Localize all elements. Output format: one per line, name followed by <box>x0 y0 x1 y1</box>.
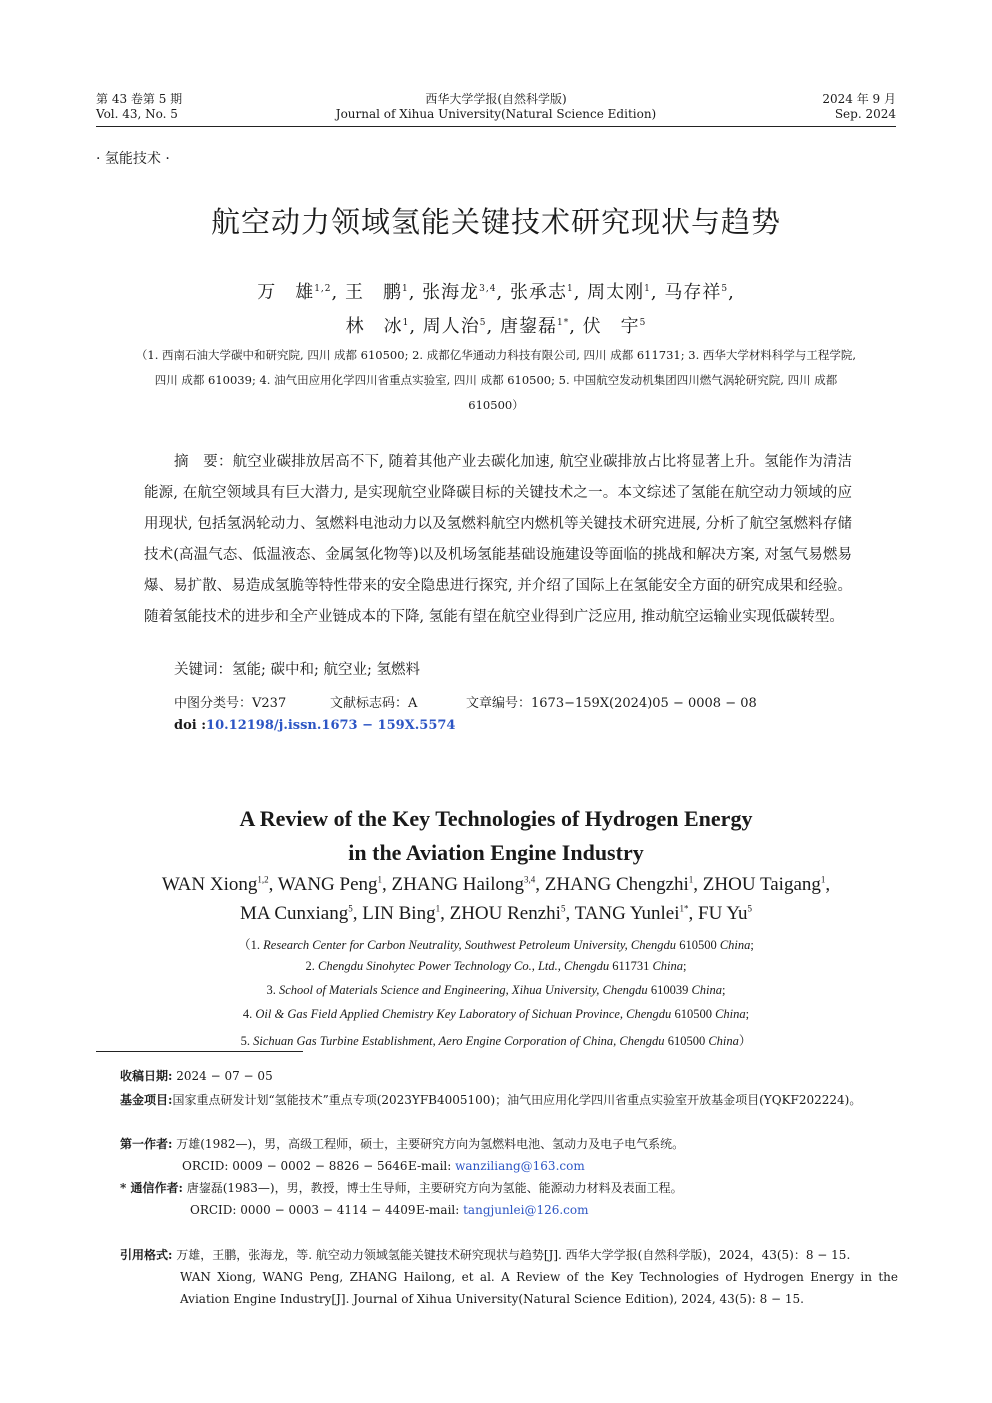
affil-country: China <box>715 1007 746 1021</box>
affil-institution: Oil & Gas Field Applied Chemistry Key Laboratory of Sichuan Province, Chengdu <box>255 1007 672 1021</box>
author-affil-sup: 1 <box>435 903 441 914</box>
author-cn: 王 鹏 <box>344 282 402 303</box>
page-title: 航空动力领域氢能关键技术研究现状与趋势 <box>210 205 781 239</box>
author-affil-sup: 1 <box>566 284 574 294</box>
author-affil-sup: 5 <box>479 318 487 328</box>
author-cn: 万 雄 <box>257 282 315 303</box>
authors-en-line-2 <box>0 903 992 925</box>
author-sep: , <box>688 903 699 924</box>
footnote-corresponding-author <box>120 1180 898 1196</box>
first-author-label: 第一作者: <box>120 1137 173 1151</box>
journal-cn: 西华大学学报(自然科学版) <box>425 92 567 106</box>
author-affil-sup: 1* <box>679 903 689 914</box>
author-cn: 林 冰 <box>345 316 403 337</box>
author-sep: , <box>565 903 575 924</box>
author-affil-sup: 1* <box>556 318 570 328</box>
author-en: ZHANG Hailong <box>391 874 524 895</box>
affil-institution: Chengdu Sinohytec Power Technology Co., Ltd., Chengdu <box>317 959 610 973</box>
author-cn: 周人治 <box>422 316 480 337</box>
author-cn: 张海龙 <box>422 282 480 303</box>
clc-label: 中图分类号： <box>174 696 253 711</box>
affil-prefix: 2. <box>305 959 318 973</box>
affiliation-en-4 <box>0 1007 992 1022</box>
first-author-email <box>408 1158 585 1174</box>
author-en: ZHOU Renzhi <box>449 903 561 924</box>
doi-link[interactable]: 10.12198/j.issn.1673 − 159X.5574 <box>206 718 456 733</box>
affil-suffix: ; <box>683 959 687 973</box>
affil-prefix: 3. <box>266 983 279 997</box>
authors-en-line-1 <box>0 874 992 896</box>
affil-country: China <box>708 1034 739 1048</box>
author-en: WANG Peng <box>277 874 378 895</box>
affiliation-en-1 <box>0 935 992 953</box>
title-en-line-1: A Review of the Key Technologies of Hydrogen Energy <box>239 806 753 831</box>
document-code <box>330 692 417 711</box>
footnote-first-author <box>120 1136 898 1152</box>
keywords <box>174 658 420 679</box>
affil-postcode: 610500 <box>671 1007 716 1021</box>
citation-label: 引用格式: <box>120 1248 173 1262</box>
citation <box>120 1244 898 1310</box>
authors-cn-line-1: 万 雄$^{1,2}$, 王 鹏$^1$, 张海龙$^{3,4}$, 张承志$^1$, 周太刚$^1$, 马存祥$^5$, <box>257 282 735 303</box>
affil-country: China <box>652 959 684 973</box>
author-affil-sup: 5 <box>639 318 647 328</box>
doc-value: A <box>408 696 418 711</box>
journal-en: Journal of Xihua University(Natural Science Edition) <box>335 107 657 121</box>
author-affil-sup: 1 <box>688 874 694 885</box>
header-rule <box>96 126 896 127</box>
corr-author-label: * 通信作者: <box>120 1181 183 1195</box>
affil-prefix: （1. <box>238 938 264 952</box>
doi-label: doi : <box>174 718 207 733</box>
author-sep: , <box>825 874 831 895</box>
affil-postcode: 610500 <box>664 1034 709 1048</box>
clc-value: V237 <box>252 696 287 711</box>
author-affil-sup: 1,2 <box>314 284 332 294</box>
affiliations-cn: （1. 西南石油大学碳中和研究院, 四川 成都 610500; 2. 成都亿华通动力科技有限公司, 四川 成都 611731; 3. 西华大学材料科学与工程学院, 四川 成都 610039; 4. 油气田应用化学四川省重点实验室, 四川 成都 610500; 5. 中国航空发动机集团四川燃气涡轮研究院, 四川 成都 610500） <box>135 348 857 412</box>
affil-suffix: ; <box>722 983 726 997</box>
email-label: E-mail: <box>416 1203 464 1217</box>
affil-prefix: 4. <box>242 1007 256 1021</box>
author-cn: 马存祥 <box>664 282 722 303</box>
volume-cn: 第 43 卷第 5 期 <box>96 92 183 106</box>
affiliation-en-5 <box>0 1031 992 1049</box>
author-en: TANG Yunlei <box>574 903 680 924</box>
author-affil-sup: 1,2 <box>257 874 269 885</box>
corr-author-orcid: ORCID: 0000 − 0003 − 4114 − 4409 <box>190 1203 416 1217</box>
author-affil-sup: 5 <box>560 903 566 914</box>
author-en: ZHANG Chengzhi <box>544 874 689 895</box>
author-affil-sup: 1 <box>401 284 409 294</box>
author-cn: 周太刚 <box>587 282 645 303</box>
keywords-label: 关键词： <box>174 662 232 678</box>
article-number <box>466 692 757 711</box>
authors-cn-line-2: 林 冰$^1$, 周人治$^5$, 唐鋆磊$^{1*}$, 伏 宇$^5$ <box>345 316 647 337</box>
footnote-rule <box>96 1051 303 1052</box>
first-author-orcid: ORCID: 0009 − 0002 − 8826 − 5646 <box>182 1159 408 1173</box>
first-author-text: 万雄(1982—)，男，高级工程师，硕士，主要研究方向为氢燃料电池、氢动力及电子电气系统。 <box>172 1137 685 1151</box>
author-affil-sup: 1 <box>377 874 383 885</box>
citation-cn: 万雄，王鹏，张海龙，等. 航空动力领域氢能关键技术研究现状与趋势[J]. 西华大学学报(自然科学版)，2024，43(5)：8 − 15. <box>172 1248 851 1262</box>
author-affil-sup: 1 <box>644 284 651 294</box>
column-label: · 氢能技术 · <box>96 151 170 167</box>
fund-label: 基金项目: <box>120 1093 173 1107</box>
author-cn: 唐鋆磊 <box>499 316 557 337</box>
author-en: WAN Xiong <box>161 874 258 895</box>
affil-suffix: ） <box>738 1034 752 1048</box>
author-en: LIN Bing <box>362 903 436 924</box>
affil-postcode: 611731 <box>609 959 653 973</box>
affil-institution: School of Materials Science and Engineering, Xihua University, Chengdu <box>279 983 648 997</box>
keywords-text: 氢能; 碳中和; 航空业; 氢燃料 <box>232 662 420 678</box>
affil-postcode: 610039 <box>647 983 692 997</box>
article-value: 1673−159X(2024)05 − 0008 − 08 <box>531 696 757 711</box>
volume-en: Vol. 43, No. 5 <box>96 107 178 121</box>
author-affil-sup: 3,4 <box>523 874 536 885</box>
author-cn: 张承志 <box>509 282 567 303</box>
affil-country: China <box>719 938 751 952</box>
corr-author-email-link[interactable]: tangjunlei@126.com <box>463 1203 589 1217</box>
fund-text: 国家重点研发计划“氢能技术”重点专项(2023YFB4005100)；油气田应用化学四川省重点实验室开放基金项目(YQKF202224)。 <box>172 1093 862 1107</box>
affil-suffix: ; <box>745 1007 750 1021</box>
affil-institution: Research Center for Carbon Neutrality, Southwest Petroleum University, Chengdu <box>263 938 677 952</box>
author-sep: , <box>268 874 278 895</box>
abstract-label: 摘 要： <box>174 454 233 470</box>
author-affil-sup: 3,4 <box>479 284 497 294</box>
affil-country: China <box>691 983 722 997</box>
title-en-line-2: in the Aviation Engine Industry <box>348 840 644 865</box>
received-label: 收稿日期: <box>120 1069 173 1083</box>
footnote-received <box>120 1068 273 1084</box>
author-sep: , <box>693 874 703 895</box>
clc-number <box>174 692 286 711</box>
affiliation-en-3 <box>0 983 992 998</box>
author-sep: , <box>535 874 545 895</box>
author-cn: 伏 宇 <box>582 316 640 337</box>
abstract-text: 航空业碳排放居高不下, 随着其他产业去碳化加速, 航空业碳排放占比将显著上升。氢能作为清洁能源, 在航空领域具有巨大潜力, 是实现航空业降碳目标的关键技术之一。本文综述了氢能在航空动力领域的应用现状, 包括氢涡轮动力、氢燃料电池动力以及氢燃料航空内燃机等关键技术研究进展, 分析了航空氢燃料存储技术(高温气态、低温液态、金属氢化物等)以及机场氢能基础设施建设等面临的挑战和解决方案, 对氢气易燃易爆、易扩散、易造成氢脆等特性带来的安全隐患进行探究, 并介绍了国际上在氢能安全方面的研究成果和经验。随着氢能技术的进步和全产业链成本的下降, 氢能有望在航空业得到广泛应用, 推动航空运输业实现低碳转型。 <box>144 454 853 625</box>
author-affil-sup: 5 <box>348 903 353 914</box>
affil-postcode: 610500 <box>676 938 720 952</box>
author-sep: , <box>382 874 392 895</box>
author-en: ZHOU Taigang <box>702 874 821 895</box>
author-affil-sup: 5 <box>721 284 729 294</box>
first-author-email-link[interactable]: wanziliang@163.com <box>455 1159 585 1173</box>
author-en: FU Yu <box>698 903 748 924</box>
footnote-fund <box>120 1090 898 1111</box>
affil-prefix: 5. <box>240 1034 254 1048</box>
affil-institution: Sichuan Gas Turbine Establishment, Aero Engine Corporation of China, Chengdu <box>253 1034 665 1048</box>
author-affil-sup: 5 <box>747 903 752 914</box>
abstract-cn <box>144 447 852 633</box>
doc-label: 文献标志码： <box>330 696 409 711</box>
issue-date <box>822 92 896 122</box>
author-sep: , <box>440 903 450 924</box>
email-label: E-mail: <box>408 1159 456 1173</box>
date-en: Sep. 2024 <box>834 107 896 121</box>
doi <box>174 718 455 733</box>
corr-author-email <box>416 1202 589 1218</box>
author-en: MA Cunxiang <box>240 903 349 924</box>
author-affil-sup: 1 <box>402 318 410 328</box>
corr-author-text: 唐鋆磊(1983—)，男，教授，博士生导师，主要研究方向为氢能、能源动力材料及表面工程。 <box>182 1181 683 1195</box>
author-sep: , <box>352 903 363 924</box>
received-date: 2024 − 07 − 05 <box>172 1069 273 1083</box>
author-affil-sup: 1 <box>820 874 826 885</box>
affil-suffix: ; <box>750 938 754 952</box>
affiliation-en-2 <box>0 959 992 974</box>
date-cn: 2024 年 9 月 <box>822 92 896 106</box>
citation-en: WAN Xiong, WANG Peng, ZHANG Hailong, et al. A Review of the Key Technologies of Hydrogen Energy in the Aviation Engine Industry[J]. Journal of Xihua University(Natural Science Edition), 2024, 43(5): 8 − 15. <box>180 1270 898 1306</box>
article-label: 文章编号： <box>466 696 532 711</box>
